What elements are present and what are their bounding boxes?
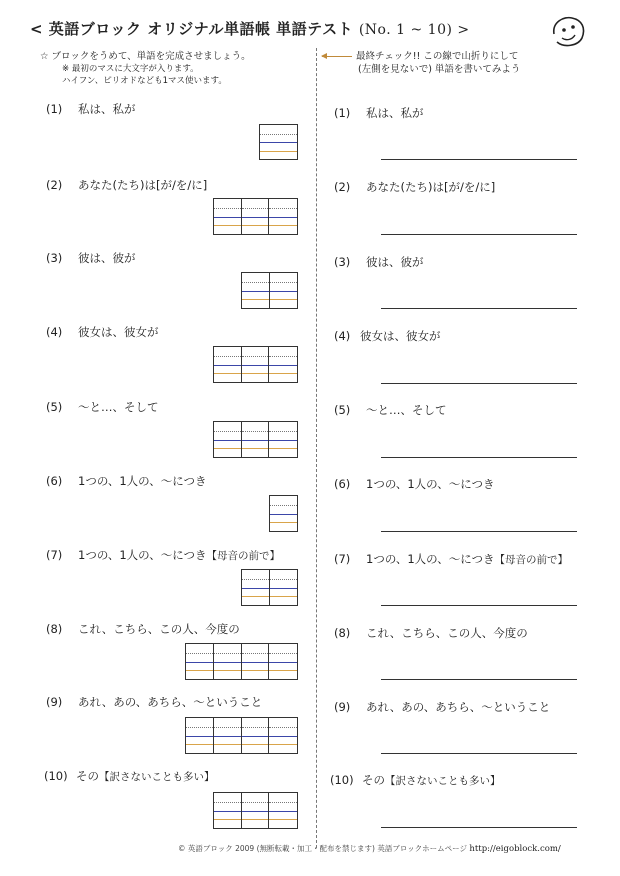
title-number: (No. 1 ~ 10) > xyxy=(358,22,470,38)
answer-line[interactable] xyxy=(381,159,577,160)
instruction-line: 最終チェック!! この線で山折りにして xyxy=(356,51,519,62)
title-main: < 英語ブロック オリジナル単語帳 単語テスト xyxy=(30,20,354,38)
answer-line[interactable] xyxy=(381,383,577,384)
instructions-right xyxy=(322,50,520,76)
instruction-note: ハイフン、ピリオドなども1マス使います。 xyxy=(62,76,227,86)
letter-grid[interactable] xyxy=(213,198,298,235)
question-right: (10) その【訳さないことも多い】 xyxy=(330,773,501,787)
instruction-note: ※ 最初のマスに大文字が入ります。 xyxy=(62,64,199,74)
instructions-left xyxy=(40,50,251,87)
question-left: (9) あれ、あの、あちら、～ということ xyxy=(46,695,263,709)
homepage-link[interactable]: http://eigoblock.com/ xyxy=(469,844,561,854)
question-left: (1) 私は、私が xyxy=(46,102,136,116)
question-right: (4) 彼女は、彼女が xyxy=(334,329,441,343)
instruction-line: (左側を見ないで) 単語を書いてみよう xyxy=(358,64,521,75)
question-left: (7) 1つの、1人の、～につき【母音の前で】 xyxy=(46,548,280,562)
question-left: (5) ～と…、そして xyxy=(46,400,159,414)
copyright-text: © 英語ブロック 2009 (無断転載・加工・配布を禁じます) 英語ブロックホームページ xyxy=(178,844,468,853)
letter-grid[interactable] xyxy=(241,569,298,606)
arrow-left-icon xyxy=(322,56,352,57)
letter-grid[interactable] xyxy=(213,792,298,829)
question-left: (2) あなた(たち)は[が/を/に] xyxy=(46,178,208,192)
page-title xyxy=(30,18,470,39)
answer-line[interactable] xyxy=(381,679,577,680)
fold-line xyxy=(316,48,317,848)
answer-line[interactable] xyxy=(381,234,577,235)
answer-line[interactable] xyxy=(381,605,577,606)
answer-line[interactable] xyxy=(381,308,577,309)
question-right: (3) 彼は、彼が xyxy=(334,255,424,269)
question-left: (10) その【訳さないことも多い】 xyxy=(44,769,215,783)
question-right: (6) 1つの、1人の、～につき xyxy=(334,477,495,491)
question-left: (8) これ、こちら、この人、今度の xyxy=(46,622,240,636)
letter-grid[interactable] xyxy=(213,346,298,383)
question-right: (9) あれ、あの、あちら、～ということ xyxy=(334,700,551,714)
block-mascot-icon xyxy=(548,14,588,50)
answer-line[interactable] xyxy=(381,827,577,828)
answer-line[interactable] xyxy=(381,457,577,458)
question-right: (8) これ、こちら、この人、今度の xyxy=(334,626,528,640)
question-left: (3) 彼は、彼が xyxy=(46,251,136,265)
question-right: (1) 私は、私が xyxy=(334,106,424,120)
question-left: (6) 1つの、1人の、～につき xyxy=(46,474,207,488)
question-left: (4) 彼女は、彼女が xyxy=(46,325,159,339)
letter-grid[interactable] xyxy=(185,717,298,754)
instruction-line: ☆ ブロックをうめて、単語を完成させましょう。 xyxy=(40,51,251,62)
letter-grid[interactable] xyxy=(185,643,298,680)
letter-grid[interactable] xyxy=(213,421,298,458)
question-right: (7) 1つの、1人の、～につき【母音の前で】 xyxy=(334,552,568,566)
question-right: (5) ～と…、そして xyxy=(334,403,447,417)
letter-grid[interactable] xyxy=(269,495,298,532)
letter-grid[interactable] xyxy=(259,124,298,160)
answer-line[interactable] xyxy=(381,531,577,532)
answer-line[interactable] xyxy=(381,753,577,754)
footer xyxy=(178,843,561,854)
letter-grid[interactable] xyxy=(241,272,298,309)
question-right: (2) あなた(たち)は[が/を/に] xyxy=(334,180,496,194)
